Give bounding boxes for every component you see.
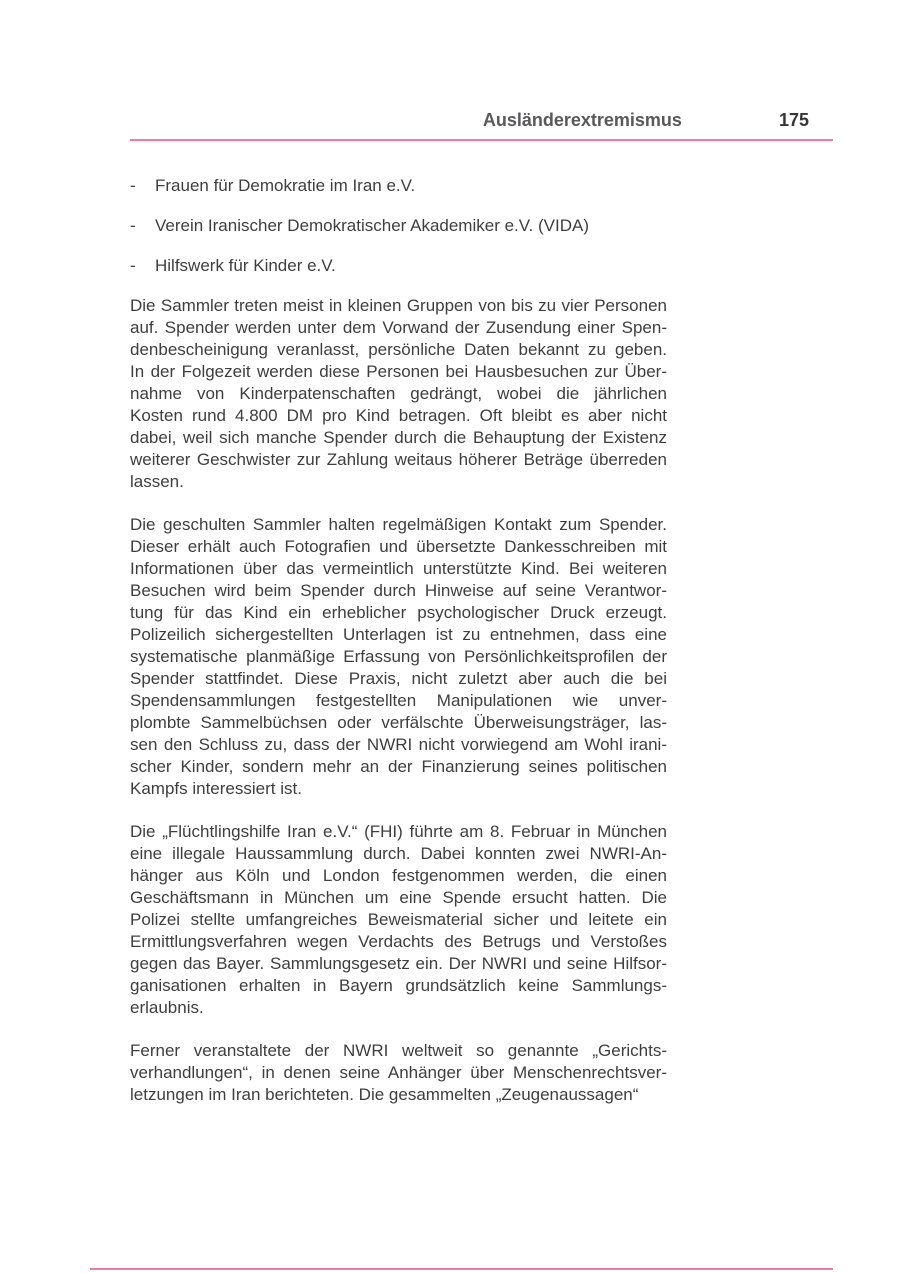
- paragraph: [130, 1040, 667, 1106]
- paragraph-line: Spender stattfindet. Diese Praxis, nicht zuletzt aber auch die bei: [130, 669, 667, 688]
- paragraph-line: sen den Schluss zu, dass der NWRI nicht vorwiegend am Wohl irani-: [130, 735, 667, 754]
- body-paragraphs: [130, 295, 667, 1106]
- paragraph-line: auf. Spender werden unter dem Vorwand der Zusendung einer Spen-: [130, 318, 667, 337]
- paragraph-line: nahme von Kinderpatenschaften gedrängt, wobei die jährlichen: [130, 384, 667, 403]
- paragraph-line: Kosten rund 4.800 DM pro Kind betragen. Oft bleibt es aber nicht: [130, 406, 667, 425]
- header-rule: [130, 139, 833, 141]
- page-header: [130, 110, 833, 131]
- section-title: Ausländerextremismus: [482, 110, 682, 130]
- paragraph-line: Polizei stellte umfangreiches Beweismaterial sicher und leitete ein: [130, 910, 667, 929]
- paragraph-line: Dieser erhält auch Fotografien und übersetzte Dankesschreiben mit: [130, 537, 667, 556]
- list-dash: -: [130, 256, 136, 275]
- list-item: [130, 255, 667, 277]
- list-item-text: Frauen für Demokratie im Iran e.V.: [155, 176, 416, 195]
- paragraph-line: tung für das Kind ein erheblicher psychologischer Druck erzeugt.: [130, 603, 667, 622]
- footer-rule: [90, 1268, 833, 1270]
- page-content: [130, 175, 667, 1127]
- paragraph-line: lassen.: [130, 472, 184, 491]
- paragraph-line: erlaubnis.: [130, 998, 204, 1017]
- list-item: [130, 215, 667, 237]
- list-item: [130, 175, 667, 197]
- paragraph-line: dabei, weil sich manche Spender durch die Behauptung der Existenz: [130, 428, 667, 447]
- paragraph-line: Informationen über das vermeintlich unterstützte Kind. Bei weiteren: [130, 559, 667, 578]
- paragraph-line: Spendensammlungen festgestellten Manipulationen wie unver-: [130, 691, 667, 710]
- paragraph-line: Die „Flüchtlingshilfe Iran e.V.“ (FHI) führte am 8. Februar in München: [130, 822, 667, 841]
- paragraph-line: Besuchen wird beim Spender durch Hinweise auf seine Verantwor-: [130, 581, 667, 600]
- paragraph-line: systematische planmäßige Erfassung von Persönlichkeitsprofilen der: [130, 647, 667, 666]
- paragraph-line: In der Folgezeit werden diese Personen bei Hausbesuchen zur Über-: [130, 362, 667, 381]
- paragraph-line: hänger aus Köln und London festgenommen werden, die einen: [130, 866, 667, 885]
- org-list: [130, 175, 667, 277]
- page-number: 175: [778, 110, 809, 130]
- paragraph-line: Kampfs interessiert ist.: [130, 779, 302, 798]
- paragraph-line: denbescheinigung veranlasst, persönliche Daten bekannt zu geben.: [130, 340, 667, 359]
- list-dash: -: [130, 176, 136, 195]
- paragraph: [130, 821, 667, 1019]
- paragraph: [130, 514, 667, 800]
- paragraph-line: Geschäftsmann in München um eine Spende ersucht hatten. Die: [130, 888, 667, 907]
- list-item-text: Verein Iranischer Demokratischer Akademiker e.V. (VIDA): [155, 216, 589, 235]
- list-dash: -: [130, 216, 136, 235]
- paragraph-line: verhandlungen“, in denen seine Anhänger über Menschenrechtsver-: [130, 1063, 667, 1082]
- paragraph-line: Ferner veranstaltete der NWRI weltweit so genannte „Gerichts-: [130, 1041, 667, 1060]
- paragraph-line: gegen das Bayer. Sammlungsgesetz ein. Der NWRI und seine Hilfsor-: [130, 954, 667, 973]
- paragraph-line: letzungen im Iran berichteten. Die gesammelten „Zeugenaussagen“: [130, 1085, 639, 1104]
- paragraph-line: plombte Sammelbüchsen oder verfälschte Überweisungsträger, las-: [130, 713, 667, 732]
- paragraph-line: weiterer Geschwister zur Zahlung weitaus höherer Beträge überreden: [130, 450, 667, 469]
- paragraph: [130, 295, 667, 493]
- paragraph-line: Die Sammler treten meist in kleinen Gruppen von bis zu vier Personen: [130, 296, 667, 315]
- paragraph-line: Die geschulten Sammler halten regelmäßigen Kontakt zum Spender.: [130, 515, 667, 534]
- paragraph-line: eine illegale Haussammlung durch. Dabei konnten zwei NWRI-An-: [130, 844, 667, 863]
- paragraph-line: Polizeilich sichergestellten Unterlagen ist zu entnehmen, dass eine: [130, 625, 667, 644]
- paragraph-line: ganisationen erhalten in Bayern grundsätzlich keine Sammlungs-: [130, 976, 667, 995]
- paragraph-line: Ermittlungsverfahren wegen Verdachts des Betrugs und Verstoßes: [130, 932, 667, 951]
- paragraph-line: scher Kinder, sondern mehr an der Finanzierung seines politischen: [130, 757, 667, 776]
- list-item-text: Hilfswerk für Kinder e.V.: [155, 256, 336, 275]
